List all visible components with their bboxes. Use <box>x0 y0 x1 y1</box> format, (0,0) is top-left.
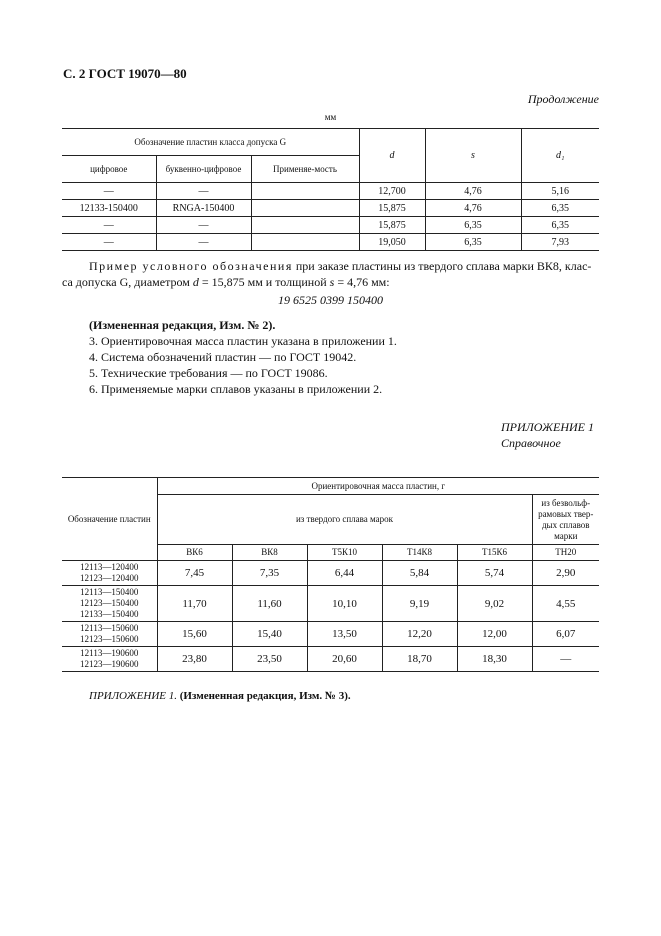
cell-d1: 6,35 <box>521 217 599 234</box>
grade-header: Т15К6 <box>457 545 532 561</box>
cell-mass: 11,70 <box>157 586 232 622</box>
cell-codes <box>62 561 157 586</box>
table-row <box>62 622 599 647</box>
cell-mass: 23,50 <box>232 647 307 672</box>
cell-alnum: — <box>156 234 251 251</box>
plate-code: 12133—150400 <box>80 609 139 619</box>
page-header: С. 2 ГОСТ 19070—80 <box>63 66 187 81</box>
cell-alnum: — <box>156 217 251 234</box>
cell-mass: 15,60 <box>157 622 232 647</box>
plates-dimension-table <box>62 128 599 251</box>
cell-mass: 18,70 <box>382 647 457 672</box>
cell-mass: 6,44 <box>307 561 382 586</box>
header-d: d <box>359 129 425 183</box>
plate-code: 12113—150600 <box>80 623 139 633</box>
plate-code: 12113—190600 <box>80 648 139 658</box>
table-row <box>62 200 599 217</box>
grade-header: ТН20 <box>532 545 599 561</box>
cell-mass: 5,84 <box>382 561 457 586</box>
cell-s: 4,76 <box>425 200 521 217</box>
note-item: 3. Ориентировочная масса пластин указана в приложении 1. <box>89 334 397 348</box>
header-designation: Обозначение пластин <box>62 478 157 561</box>
group-header-cell: Обозначение пластин класса допуска G <box>62 129 359 156</box>
notes-list <box>89 317 397 397</box>
table-row <box>62 586 599 622</box>
plate-code: 12123—120400 <box>80 573 139 583</box>
cell-mass: 20,60 <box>307 647 382 672</box>
cell-mass: 2,90 <box>532 561 599 586</box>
table-row <box>62 234 599 251</box>
grade-header: ВК6 <box>157 545 232 561</box>
cell-mass: 12,00 <box>457 622 532 647</box>
cell-num: — <box>62 234 156 251</box>
plate-code: 12123—150600 <box>80 634 139 644</box>
cell-mass: 12,20 <box>382 622 457 647</box>
cell-mass: — <box>532 647 599 672</box>
appendix-heading <box>501 419 594 451</box>
revision-note: (Измененная редакция, Изм. № 2). <box>89 318 276 332</box>
cell-num: — <box>62 217 156 234</box>
footer-note: ПРИЛОЖЕНИЕ 1. (Измененная редакция, Изм. № 3). <box>89 690 351 702</box>
header-numeric: цифровое <box>62 156 156 183</box>
cell-mass: 9,19 <box>382 586 457 622</box>
cell-usage <box>251 183 359 200</box>
mass-table <box>62 477 599 672</box>
cell-s: 6,35 <box>425 234 521 251</box>
example-line-1: Пример условного обозначения при заказе пластины из твердого сплава марки ВК8, клас- <box>89 259 592 273</box>
appendix-title: ПРИЛОЖЕНИЕ 1 <box>501 420 594 434</box>
header-usage: Применяе-мость <box>251 156 359 183</box>
cell-mass: 7,45 <box>157 561 232 586</box>
example-code: 19 6525 0399 150400 <box>278 293 383 307</box>
plate-code: 12123—150400 <box>80 598 139 608</box>
note-item: 5. Технические требования — по ГОСТ 19086. <box>89 366 328 380</box>
grade-header: ВК8 <box>232 545 307 561</box>
header-mass: Ориентировочная масса пластин, г <box>157 478 599 495</box>
plate-code: 12113—150400 <box>80 587 139 597</box>
cell-mass: 18,30 <box>457 647 532 672</box>
cell-alnum: — <box>156 183 251 200</box>
header-tungsten-free: из безвольф-рамовых твер-дых сплавов марки <box>532 495 599 545</box>
cell-d1: 5,16 <box>521 183 599 200</box>
plate-code: 12113—120400 <box>80 562 139 572</box>
cell-d: 12,700 <box>359 183 425 200</box>
note-item: 6. Применяемые марки сплавов указаны в приложении 2. <box>89 382 383 396</box>
cell-usage <box>251 217 359 234</box>
cell-codes <box>62 647 157 672</box>
note-item: 4. Система обозначений пластин — по ГОСТ 19042. <box>89 350 357 364</box>
cell-usage <box>251 234 359 251</box>
appendix-subtitle: Справочное <box>501 436 561 450</box>
cell-d: 15,875 <box>359 217 425 234</box>
continuation-label: Продолжение <box>527 92 599 106</box>
plate-code: 12123—190600 <box>80 659 139 669</box>
cell-mass: 5,74 <box>457 561 532 586</box>
grade-header: Т5К10 <box>307 545 382 561</box>
header-hard-alloy: из твердого сплава марок <box>157 495 532 545</box>
cell-mass: 6,07 <box>532 622 599 647</box>
grade-header: Т14К8 <box>382 545 457 561</box>
unit-label: мм <box>324 112 337 122</box>
header-d1: d₁ <box>521 129 599 183</box>
table-row <box>62 561 599 586</box>
cell-mass: 15,40 <box>232 622 307 647</box>
cell-mass: 10,10 <box>307 586 382 622</box>
cell-mass: 9,02 <box>457 586 532 622</box>
header-s: s <box>425 129 521 183</box>
example-line-2: са допуска G, диаметром d = 15,875 мм и толщиной s = 4,76 мм: <box>62 275 390 289</box>
cell-d: 15,875 <box>359 200 425 217</box>
cell-mass: 4,55 <box>532 586 599 622</box>
cell-s: 4,76 <box>425 183 521 200</box>
cell-mass: 7,35 <box>232 561 307 586</box>
cell-mass: 23,80 <box>157 647 232 672</box>
cell-num: — <box>62 183 156 200</box>
cell-mass: 11,60 <box>232 586 307 622</box>
cell-codes <box>62 622 157 647</box>
cell-usage <box>251 200 359 217</box>
cell-d: 19,050 <box>359 234 425 251</box>
cell-mass: 13,50 <box>307 622 382 647</box>
cell-codes <box>62 586 157 622</box>
table-row <box>62 647 599 672</box>
cell-d1: 6,35 <box>521 200 599 217</box>
cell-d1: 7,93 <box>521 234 599 251</box>
cell-alnum: RNGA-150400 <box>156 200 251 217</box>
cell-s: 6,35 <box>425 217 521 234</box>
table-row <box>62 217 599 234</box>
cell-num: 12133-150400 <box>62 200 156 217</box>
table-row <box>62 183 599 200</box>
header-alnum: буквенно-цифровое <box>156 156 251 183</box>
